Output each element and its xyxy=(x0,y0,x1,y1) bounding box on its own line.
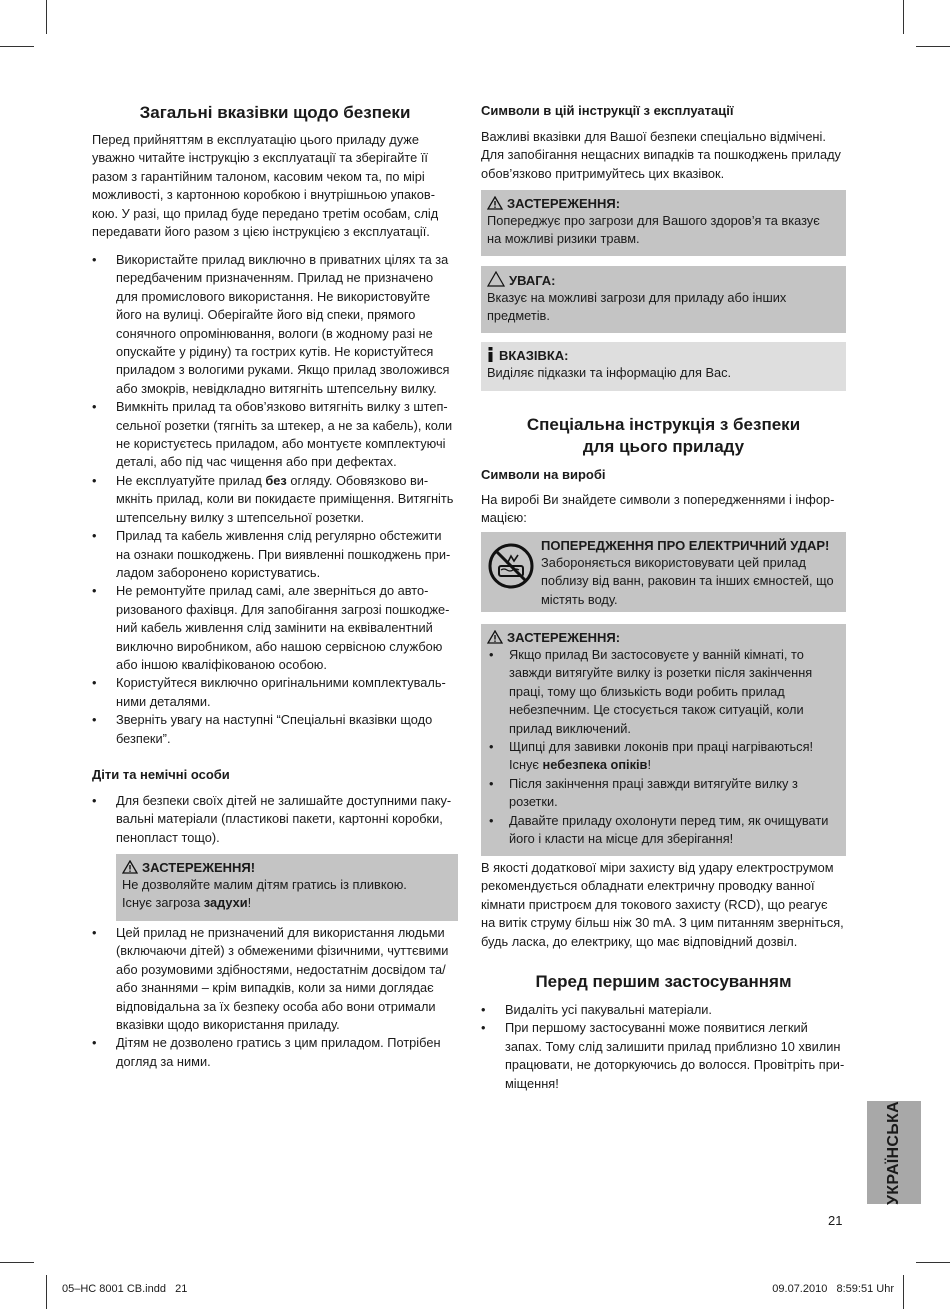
list-item: • Зверніть увагу на наступні “Спеціальні вказівки щодо безпеки”. xyxy=(92,711,462,748)
footer-timestamp: 09.07.2010 8:59:51 Uhr xyxy=(772,1283,894,1295)
warning-box-title: ЗАСТЕРЕЖЕННЯ! xyxy=(122,859,453,876)
device-symbols-title: Символи на виробі xyxy=(481,467,606,482)
crop-mark xyxy=(0,1262,34,1263)
list-item: • Після закінчення праці завжди витягуйте вилку з розетки. xyxy=(487,775,841,812)
info-icon xyxy=(487,347,495,362)
crop-mark xyxy=(903,1275,904,1309)
list-item: • Дітям не дозволено гратись з цим приладом. Потрібен догляд за ними. xyxy=(92,1034,462,1071)
language-tab-label: УКРАЇНСЬКА xyxy=(885,1100,903,1205)
page-number: 21 xyxy=(828,1213,843,1228)
language-tab xyxy=(867,1101,921,1204)
symbol-box-caution xyxy=(481,266,846,333)
symbols-paragraph xyxy=(481,128,851,183)
text-line: Вказує на можливі загрози для приладу або інших xyxy=(487,290,787,305)
list-item: • Не ремонтуйте прилад самі, але зверніться до авто- ризованого фахівця. Для запобігання загрозі пошкодже- ний кабель живлення слід замінити на еквівалентний виключно виробником, або нашою сервісною службою або іншою кваліфікованою особою. xyxy=(92,582,462,674)
box-title: ЗАСТЕРЕЖЕННЯ: xyxy=(507,196,621,211)
rcd-paragraph xyxy=(481,859,856,951)
electric-shock-box xyxy=(481,532,846,612)
first-use-title: Перед першим застосуванням xyxy=(535,972,792,991)
text-line: рекомендується обладнати електричну проводку ванної xyxy=(481,878,815,894)
list-item: • Щипці для завивки локонів при праці нагріваються! Існує небезпека опіків! xyxy=(487,738,841,775)
text-line: кою. У разі, що прилад буде передано третім особам, слід xyxy=(92,205,439,221)
footer-file-info: 05–HC 8001 CB.indd 21 xyxy=(62,1283,188,1295)
warning-triangle-icon xyxy=(487,196,503,210)
crop-mark xyxy=(916,46,950,47)
symbol-box-note xyxy=(481,342,846,391)
crop-mark xyxy=(46,0,47,34)
list-item: • Цей прилад не призначений для використання людьми (включаючи дітей) з обмеженими фізичними, чуттєвими або розумовими здібностями, недостатнім досвідом та/ або знаннями – крім випадків, коли за ними доглядає відповідальна за їх безпеку особа або вони отримали вказівки щодо використання приладу. xyxy=(92,924,462,1034)
list-item: • Видаліть усі пакувальні матеріали. xyxy=(481,1001,851,1019)
list-item: • При першому застосуванні може появитися легкий запах. Тому слід залишити прилад приблизно 10 хвилин працювати, не доторкуючись до волосся. Провітріть при- міщення! xyxy=(481,1019,851,1093)
text-line: Виділяє підказки та інформацію для Вас. xyxy=(487,365,732,380)
kids-bullet-list xyxy=(92,792,462,847)
text-line: мацією: xyxy=(481,510,527,526)
text-line: Перед прийняттям в експлуатацію цього приладу дуже xyxy=(92,132,419,147)
list-item: • Прилад та кабель живлення слід регулярно обстежити на ознаки пошкоджень. При виявленні пошкоджень при- ладом заборонено користуватись. xyxy=(92,527,462,582)
text-line: можливості, з картонною коробкою і внутрішньою упаков- xyxy=(92,187,435,203)
text-line: на можливі ризики травм. xyxy=(487,231,640,247)
list-item: • Якщо прилад Ви застосовуєте у ванній кімнаті, то завжди витягуйте вилку із розетки після закінчення праці, тому що близькість води робить прилад небезпечним. Це стосується також ситуацій, коли прилад виключений. xyxy=(487,646,841,738)
box-title: ПОПЕРЕДЖЕННЯ ПРО ЕЛЕКТРИЧНИЙ УДАР! xyxy=(541,538,830,553)
disability-bullet-list xyxy=(92,924,462,1071)
intro-paragraph xyxy=(92,131,462,241)
list-item: • Не експлуатуйте прилад без огляду. Обовязково ви- мкніть прилад, коли ви покидаєте приміщення. Витягніть штепсельну вилку з штепсельної розетки. xyxy=(92,472,462,527)
warning-box-suffocation xyxy=(116,854,458,921)
text-line: Забороняється використовувати цей прилад xyxy=(541,555,806,570)
list-item: • Вимкніть прилад та обов’язково витягніть вилку з штеп- сельної розетки (тягніть за штекер, а не за кабель), коли не користуєтесь приладом, або монтуєте комплектуючі деталі, або під час чищення або при дефектах. xyxy=(92,398,462,472)
device-symbols-paragraph xyxy=(481,491,851,528)
caution-triangle-icon xyxy=(487,271,505,287)
list-item: • Давайте приладу охолонути перед тим, як очищувати його і класти на місце для зберігання! xyxy=(487,812,841,849)
kids-section-title: Діти та немічні особи xyxy=(92,767,230,782)
text-line: Попереджує про загрози для Вашого здоров’я та вказує xyxy=(487,213,820,228)
special-instructions-title: Спеціальна інструкція з безпеки для цього приладу xyxy=(526,415,801,456)
text-line: Не дозволяйте малим дітям гратись із пливкою. xyxy=(122,877,407,892)
warning-triangle-icon xyxy=(122,860,138,874)
text-line: предметів. xyxy=(487,308,550,324)
bathroom-warning-list xyxy=(487,646,841,848)
text-line: На виробі Ви знайдете символи з попередженнями і інфор- xyxy=(481,492,835,507)
text-line: обов’язково притримуйтесь цих вказівок. xyxy=(481,165,725,181)
text-line: разом з гарантійним талоном, касовим чеком та, по мірі xyxy=(92,168,425,184)
box-title: УВАГА: xyxy=(509,273,556,288)
text-line: передавати його разом з цією інструкцією з експлуатації. xyxy=(92,224,430,240)
text-line: на витік струму більш ніж 30 mA. З цим питанням зверніться, xyxy=(481,915,844,931)
no-water-bath-icon xyxy=(487,542,535,590)
list-item: • Користуйтеся виключно оригінальними комплектуваль- ними деталями. xyxy=(92,674,462,711)
symbol-box-warning xyxy=(481,190,846,256)
text-line: Існує загроза задухи! xyxy=(122,895,252,911)
crop-mark xyxy=(46,1275,47,1309)
crop-mark xyxy=(916,1262,950,1263)
text-line: уважно читайте інструкцію з експлуатації та зберігайте її xyxy=(92,150,428,166)
text-line: кімнати пристроєм для токового захисту (RCD), що реагує xyxy=(481,896,828,912)
box-title: ВКАЗІВКА: xyxy=(499,348,569,363)
section-title-general-safety: Загальні вказівки щодо безпеки xyxy=(139,103,411,122)
first-use-list xyxy=(481,1001,851,1093)
bathroom-warning-box xyxy=(481,624,846,856)
safety-bullet-list xyxy=(92,251,462,748)
text-line: В якості додаткової міри захисту від удару електрострумом xyxy=(481,860,834,875)
crop-mark xyxy=(0,46,34,47)
text-line: будь ласка, до електрику, що має відповідний дозвіл. xyxy=(481,933,798,949)
warning-triangle-icon xyxy=(487,630,503,644)
list-item: • Для безпеки своїх дітей не залишайте доступними паку- вальні матеріали (пластикові пакети, картонні коробки, пенопласт тощо). xyxy=(92,792,462,847)
symbols-section-title: Символи в цій інструкції з експлуатації xyxy=(481,103,734,118)
text-line: Для запобігання нещасних випадків та пошкоджень приладу xyxy=(481,147,841,163)
text-line: поблизу від ванн, раковин та інших ємностей, що xyxy=(541,573,834,589)
box-title: ЗАСТЕРЕЖЕННЯ: xyxy=(507,630,621,645)
crop-mark xyxy=(903,0,904,34)
text-line: Важливі вказівки для Вашої безпеки спеціально відмічені. xyxy=(481,129,826,144)
text-line: містять воду. xyxy=(541,591,618,607)
list-item: • Використайте прилад виключно в приватних цілях та за передбаченим призначенням. Прилад не призначено для промислового використання. Не використовуйте його на вулиці. Оберігайте його від спеки, прямого сонячного опромінювання, вологи (в жодному разі не опускайте у рідину) та гострих кутів. Не користуйтеся приладом з вологими руками. Якщо прилад зволожився або змокрів, невідкладно витягніть штепсельну вилку. xyxy=(92,251,462,398)
